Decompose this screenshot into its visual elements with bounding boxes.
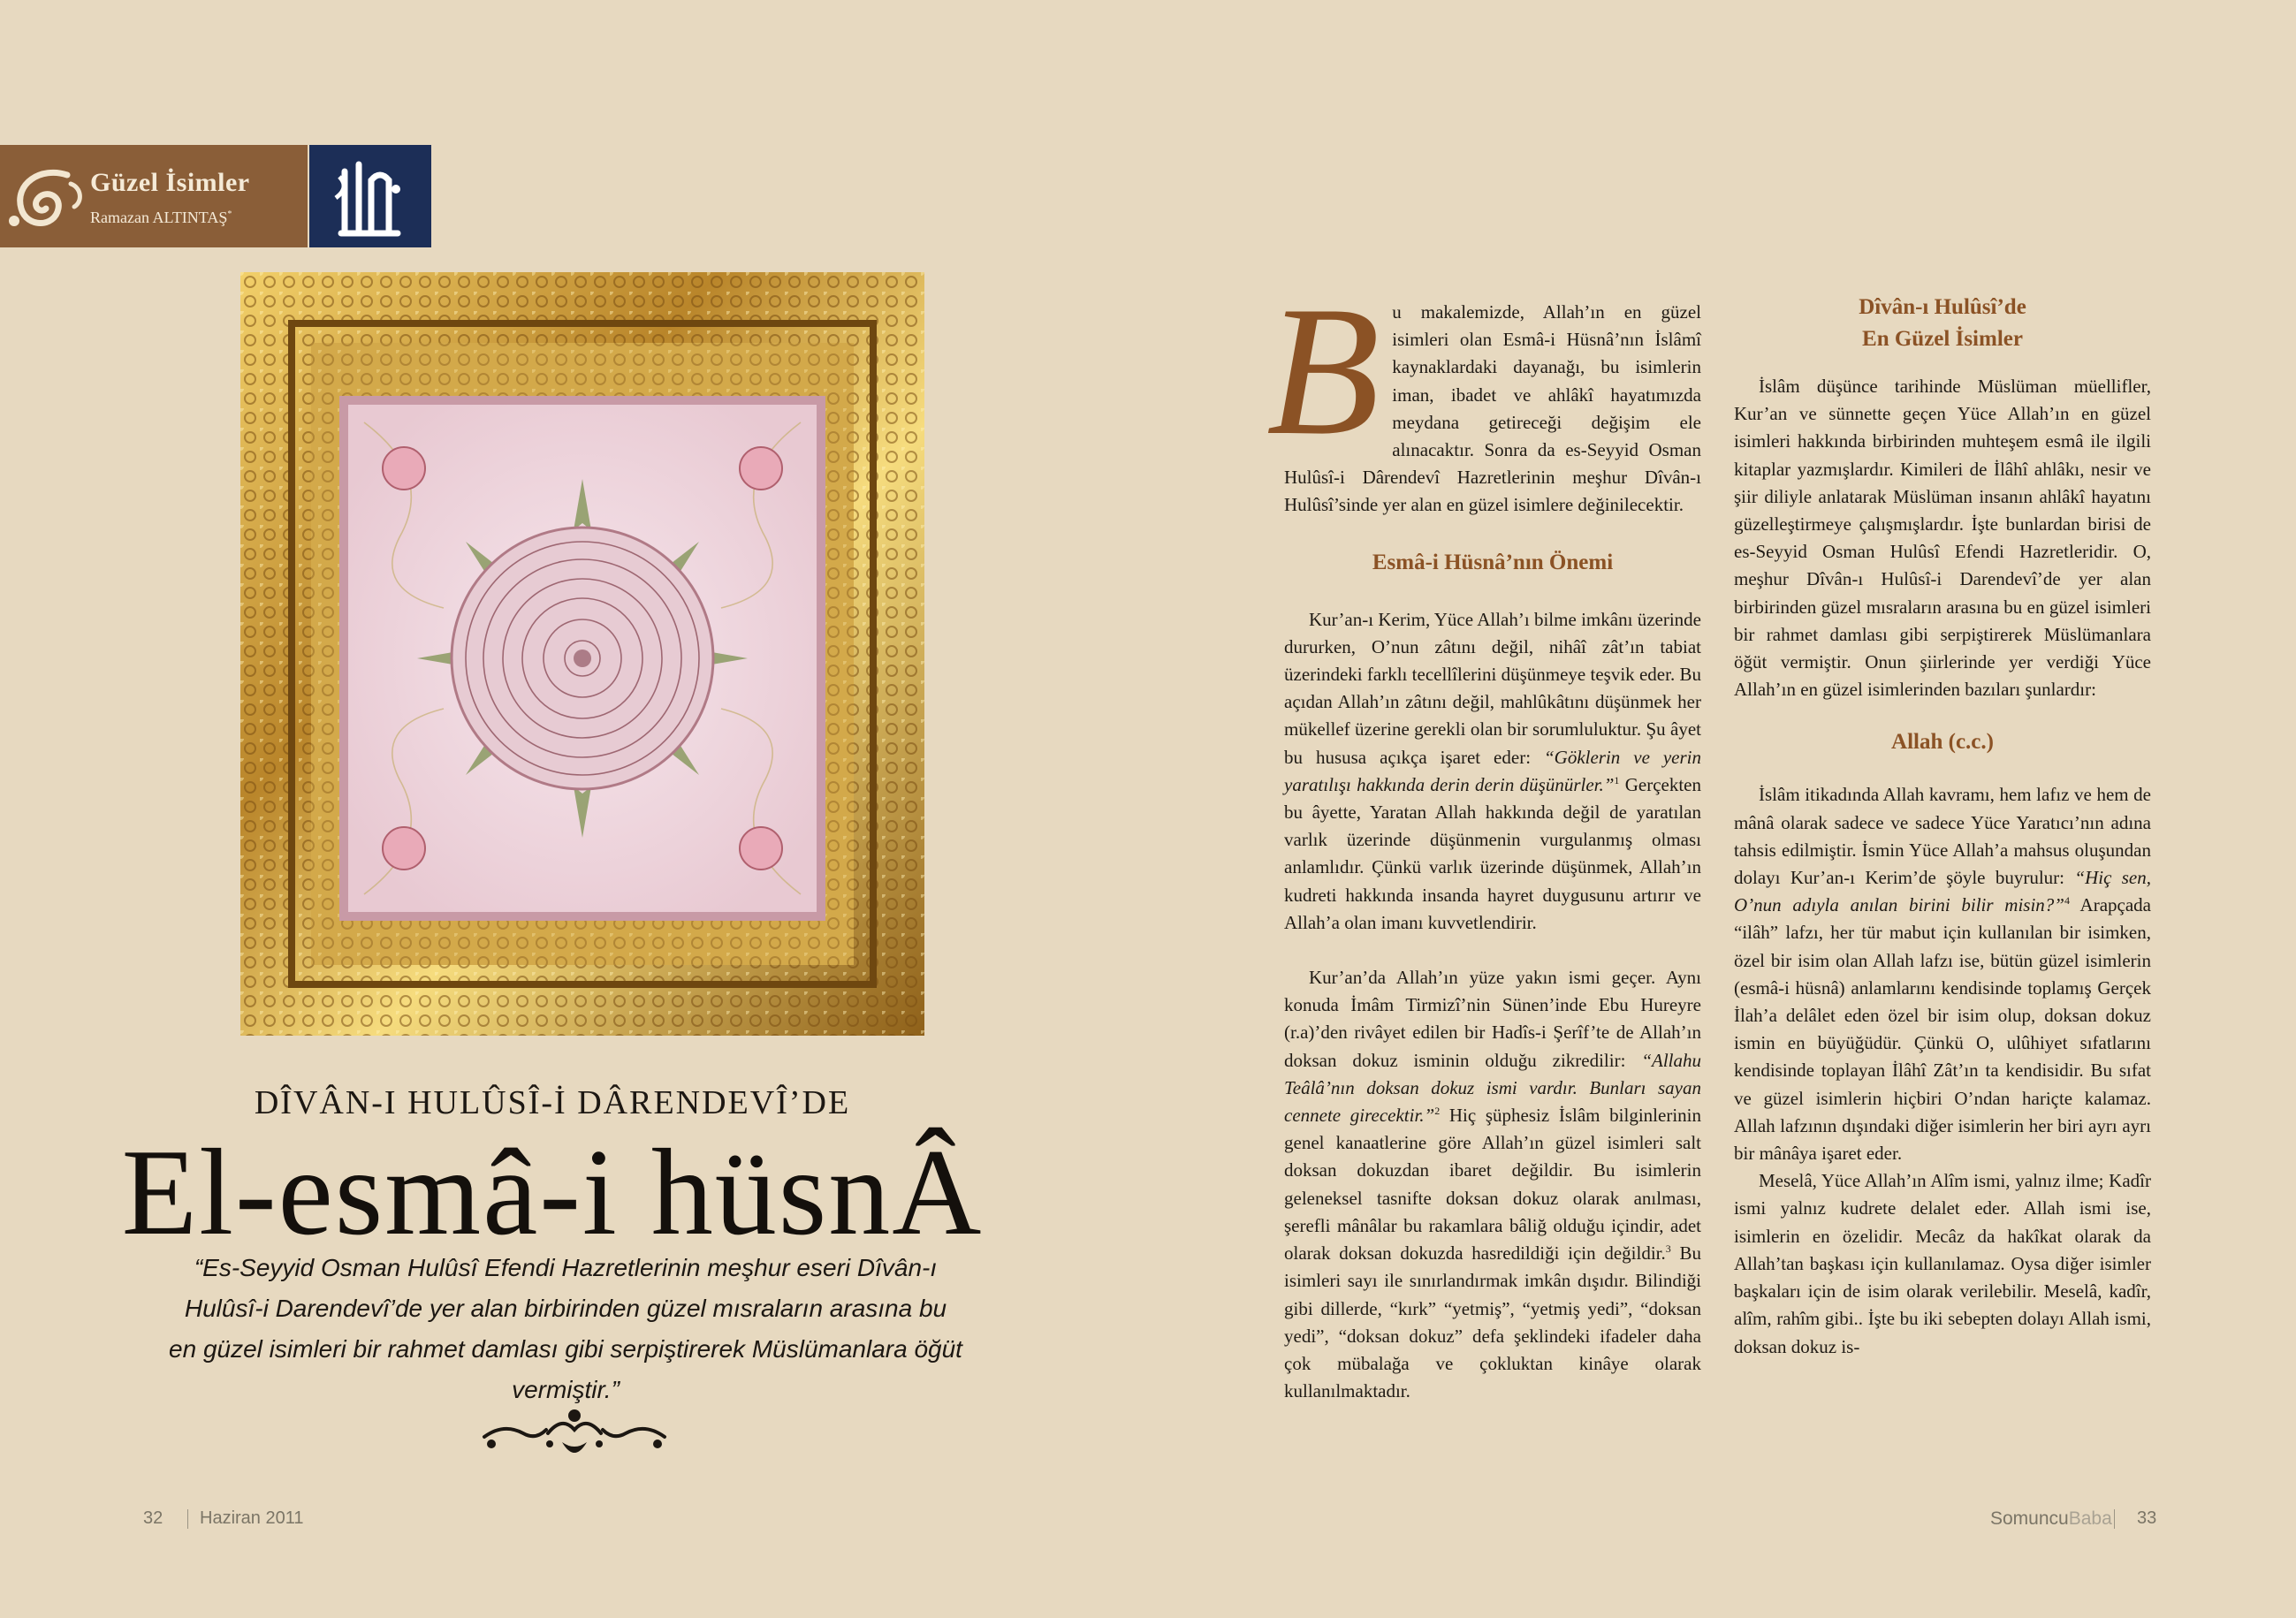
flourish-divider-icon	[477, 1403, 672, 1469]
framed-esma-artwork	[240, 272, 924, 1036]
footnote-ref: 4	[2064, 894, 2070, 908]
allah-calligraphy-emblem	[309, 145, 431, 247]
calligraphy-icon	[309, 145, 431, 247]
author-footnote-mark: *	[227, 209, 232, 219]
footnote-ref: 2	[1434, 1105, 1441, 1118]
paragraph-allah-kavrami: İslâm itikadında Allah kavramı, hem lafız ve hem de mânâ olarak sadece ve sadece Yüce Yaratıcı’nın adına tahsis edilmiştir. İsmin Yüce Allah’a mahsus oluşundan dolayı Kur’an-ı Kerim’de şöyle buyrulur: “Hiç sen, O’nun adıyla anılan birini bilir misin?”$^4$ Arapçada “ilâh” lafzı, her tür mabut için kullanılan bir isimken, özel bir isim olan Allah lafzı ise, bütün güzel isimlerin (esmâ-i hüsnâ) anlamlarını kendisinde toplamış Gerçek İlah’a delâlet eden özel bir isim olup, doksan dokuz ismin en büyüğüdür. Çünkü O, ulûhiyet sıfatlarını kendisinde toplayan İlâhî Zât’ın ta kendisidir. Bu sıfat ve güzel isimlerin hiçbiri O’ndan hariçte kalamaz. Allah lafzının dışındaki diğer isimlerin her biri ayrı ayrı bir mânâya işaret eder.	[1734, 784, 2152, 1165]
swirl-ornament-icon	[5, 157, 85, 237]
page-number-left: 32	[143, 1508, 163, 1528]
folio-divider	[187, 1509, 188, 1529]
text-column-1	[1266, 269, 1701, 1405]
drop-cap: B	[1266, 269, 1380, 474]
section-heading-onemi: Esmâ-i Hüsnâ’nın Önemi	[1372, 550, 1614, 574]
intro-paragraph: u makalemizde, Allah’ın en güzel isimleri olan Esmâ-i Hüsnâ’nın İslâmî kaynaklardaki dayanağı, bu isimlerin iman, ibadet ve ahlâkî hayatımızda meydana getireceği değişim ele alınacaktır. Sonra da es-Seyyid Osman Hulûsî-i Dârendevî Hazretlerinin meşhur Dîvân-ı Hulûsî’sinde yer alan en güzel isimlere değinilecektir.	[1284, 301, 1701, 516]
article-title: El-esmâ-i hüsnÂ	[121, 1124, 984, 1261]
section-heading-allah: Allah (c.c.)	[1891, 730, 1994, 755]
page-number-right: 33	[2137, 1508, 2157, 1528]
paragraph-mesela: Meselâ, Yüce Allah’ın Alîm ismi, yalnız ilme; Kadîr ismi yalnız kudrete delalet eder. Allah ismi ise, isimlerin en özelidir. Mecâz da hakîkat olarak da Allah’tan başkası için kullanılamaz. Oysa diğer isimler başkaları için de isim olarak verilebilir. Meselâ, kadîr, alîm, rahîm gibi.. İşte bu iki sebepten dolayı Allah ismi, doksan dokuz is-	[1734, 1170, 2151, 1357]
article-kicker: DÎVÂN-I HULÛSÎ-İ DÂRENDEVÎ’DE	[254, 1084, 851, 1121]
section-heading-divan: Dîvân-ı Hulûsî’de En Güzel İsimler	[1859, 295, 2026, 351]
footnote-ref: 3	[1665, 1242, 1671, 1256]
verse-quote: “Hiç sen, O’nun adıyla anılan birini bilir misin?”	[1734, 867, 2152, 916]
issue-date: Haziran 2011	[200, 1508, 304, 1528]
pull-quote: “Es-Seyyid Osman Hulûsî Efendi Hazretlerinin meşhur eseri Dîvân-ı Hulûsî-i Darendevî’de yer alan birbirinden güzel mısraların arasına bu en güzel isimleri bir rahmet damlası gibi serpiştirerek Müslümanlara öğüt vermiştir.”	[169, 1254, 962, 1403]
paragraph-isim-sayisi: Kur’an’da Allah’ın yüze yakın ismi geçer. Aynı konuda İmâm Tirmizî’nin Sünen’inde Ebu Hureyre (r.a)’den rivâyet edilen bir Hadîs-i Şerîf’te de Allah’ın doksan dokuz isminin olduğu zikredilir: “Allahu Teâlâ’nın doksan dokuz ismi vardır. Bunları sayan cennete girecektir.”$^2$ Hiç şüphesiz İslâm bilginlerinin genel kanaatlerine göre Allah’ın güzel isimleri salt doksan dokuzdan ibaret değildir. Bu isimlerin geleneksel tasnifte doksan dokuz olarak anılması, şerefli mânâlar bu rakamlara bâliğ olduğu içindir, adet olarak doksan dokuzda hasredildiği için değildir.$^3$ Bu isimleri sayı ile sınırlandırmak imkân dışıdır. Bilindiği gibi dillerde, “kırk” “yetmiş”, “yetmiş yedi”, “doksan yedi”, “doksan dokuz” defa şeklindeki ifadeler daha çok mübalağa ve çokluktan kinâye olarak kullanılmaktadır.	[1284, 967, 1701, 1402]
paragraph-muellifler: İslâm düşünce tarihinde Müslüman müellifler, Kur’an ve sünnette geçen Yüce Allah’ın en güzel isimleri hakkında birbirinden muhteşem esmâ ile ilgili kitaplar yazmışlardır. Kimileri de İlâhî ahlâkı, nesir ve şiir diliyle anlatarak Müslüman insanın ahlâkî hayatını güzelleştirmeye çalışmışlardır. İşte bunlardan birisi de es-Seyyid Osman Hulûsî Efendi Hazretleridir. O, meşhur Dîvân-ı Hulûsî-i Darendevî’de yer alan birbirinden güzel mısraların arasına bu en güzel isimleri bir rahmet damlası gibi serpiştirerek Müslümanlara öğüt vermiştir. Onun şiirlerinde yer verdiği Yüce Allah’ın en güzel isimlerinden bazıları şunlardır:	[1734, 376, 2151, 701]
verse-quote: “Göklerin ve yerin yaratılışı hakkında derin derin düşünürler.”	[1284, 746, 1701, 795]
text-column-2	[1734, 292, 2151, 1361]
author-name: Ramazan ALTINTAŞ	[90, 209, 228, 226]
paragraph-kuran: Kur’an-ı Kerim, Yüce Allah’ı bilme imkânı üzerinde dururken, O’nun zâtını değil, nihâî zât’ın tabiat üzerindeki farklı tecellîlerini düşünmeye teşvik eder. Bu açıdan Allah’ın zâtını değil, mahlûkâtını düşünmek her mükellef üzerine gerekli olan bir sorumluluktur. Şu âyet bu hususa açıkça işaret eder: “Göklerin ve yerin yaratılışı hakkında derin derin düşünürler.”$^1$ Gerçekten bu âyette, Yaratan Allah hakkında değil de yaratılan varlık üzerinde düşünmenin vurgulanmış olması anlamlıdır. Çünkü varlık üzerinde düşünmek, Allah’ın kudreti hakkında insanda hayret duygusunu artırır ve Allah’a olan imanı kuvvetlendirir.	[1284, 608, 1701, 933]
footnote-ref: 1	[1614, 773, 1620, 786]
section-title: Güzel İsimler	[90, 168, 250, 197]
hadith-quote: “Allahu Teâlâ’nın doksan dokuz ismi vardır. Bunları sayan cennete girecektir.”	[1284, 1049, 1701, 1127]
magazine-name: SomuncuBaba	[1990, 1508, 2112, 1529]
author-line	[90, 209, 232, 227]
folio-divider	[2114, 1509, 2115, 1529]
esma-ul-husna-illumination-image	[240, 272, 924, 1036]
